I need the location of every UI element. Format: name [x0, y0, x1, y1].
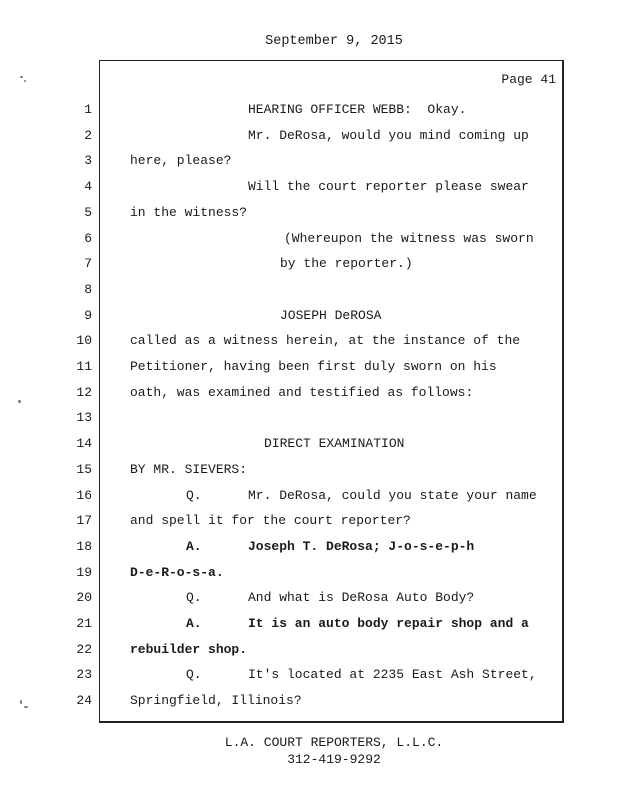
- line-number: 15: [76, 461, 92, 477]
- transcript-line: [0, 409, 618, 427]
- line-text: rebuilder shop.: [130, 641, 248, 657]
- transcript-line: [0, 255, 618, 273]
- line-number: 8: [84, 281, 92, 297]
- line-text: Mr. DeRosa, would you mind coming up: [248, 127, 529, 143]
- line-text: A.: [186, 616, 202, 631]
- transcript-line: [0, 307, 618, 325]
- line-text: Will the court reporter please swear: [248, 179, 529, 195]
- transcript-line: [0, 641, 618, 659]
- transcript-line: [0, 101, 618, 119]
- line-text: BY MR. SIEVERS:: [130, 461, 248, 477]
- transcript-line: [0, 615, 618, 633]
- transcript-line: [0, 204, 618, 222]
- scan-speck: [20, 700, 22, 704]
- line-number: 5: [84, 204, 92, 220]
- line-text: D-e-R-o-s-a.: [130, 564, 224, 580]
- line-text: Q.: [186, 487, 202, 503]
- line-text: And what is DeRosa Auto Body?: [248, 590, 475, 606]
- line-number: 12: [76, 384, 92, 400]
- line-text: oath, was examined and testified as follows:: [130, 384, 474, 400]
- line-text: Q.: [186, 667, 202, 683]
- line-number: 20: [76, 590, 92, 606]
- page-number: Page 41: [501, 72, 556, 87]
- header-date: September 9, 2015: [265, 34, 403, 49]
- line-text: called as a witness herein, at the instance of the: [130, 333, 521, 349]
- scan-speck: [24, 80, 26, 82]
- transcript-line: [0, 178, 618, 196]
- line-number: 24: [76, 693, 92, 709]
- line-text: HEARING OFFICER WEBB: Okay.: [248, 102, 467, 117]
- line-text: Springfield, Illinois?: [130, 693, 302, 709]
- line-text: JOSEPH DeROSA: [280, 307, 382, 323]
- scan-speck: [18, 400, 21, 403]
- scan-speck: [24, 706, 28, 708]
- transcript-line: [0, 487, 618, 505]
- transcript-line: [0, 589, 618, 607]
- line-text: Joseph T. DeRosa; J-o-s-e-p-h: [248, 538, 475, 554]
- scan-speck: [20, 76, 23, 78]
- line-text: It is an auto body repair shop and a: [248, 616, 529, 631]
- line-number: 3: [84, 153, 92, 169]
- transcript-line: [0, 435, 618, 453]
- line-number: 10: [76, 333, 92, 349]
- line-text: It's located at 2235 East Ash Street,: [248, 667, 537, 683]
- transcript-line: [0, 127, 618, 145]
- transcript-line: [0, 564, 618, 582]
- line-number: 7: [84, 256, 92, 272]
- line-text: here, please?: [130, 153, 232, 169]
- line-number: 4: [84, 179, 92, 195]
- footer-company: L.A. COURT REPORTERS, L.L.C.: [224, 735, 444, 750]
- line-number: 18: [76, 538, 92, 554]
- line-number: 1: [84, 102, 92, 117]
- transcript-line: [0, 384, 618, 402]
- line-number: 6: [84, 230, 92, 246]
- transcript-line: [0, 512, 618, 530]
- line-text: DIRECT EXAMINATION: [264, 436, 405, 452]
- transcript-line: [0, 358, 618, 376]
- line-number: 2: [84, 127, 92, 143]
- line-number: 11: [76, 359, 92, 374]
- transcript-line: [0, 281, 618, 299]
- line-text: in the witness?: [130, 204, 248, 220]
- transcript-line: [0, 692, 618, 710]
- line-number: 14: [76, 436, 92, 452]
- transcript-line: [0, 230, 618, 248]
- line-number: 16: [76, 487, 92, 503]
- transcript-line: [0, 666, 618, 684]
- line-text: A.: [186, 538, 202, 554]
- footer-phone: 312-419-9292: [287, 752, 381, 767]
- transcript-line: [0, 538, 618, 556]
- line-text: Petitioner, having been first duly sworn on his: [130, 359, 497, 374]
- line-number: 17: [76, 513, 92, 529]
- transcript-line: [0, 461, 618, 479]
- line-number: 22: [76, 641, 92, 657]
- line-text: and spell it for the court reporter?: [130, 513, 411, 529]
- line-number: 21: [76, 616, 92, 631]
- line-text: Q.: [186, 590, 202, 606]
- line-text: by the reporter.): [280, 256, 413, 272]
- line-number: 13: [76, 410, 92, 426]
- line-number: 19: [76, 564, 92, 580]
- transcript-line: [0, 152, 618, 170]
- line-number: 9: [84, 307, 92, 323]
- line-text: (Whereupon the witness was sworn: [284, 230, 534, 246]
- line-text: Mr. DeRosa, could you state your name: [248, 487, 537, 503]
- line-number: 23: [76, 667, 92, 683]
- transcript-line: [0, 332, 618, 350]
